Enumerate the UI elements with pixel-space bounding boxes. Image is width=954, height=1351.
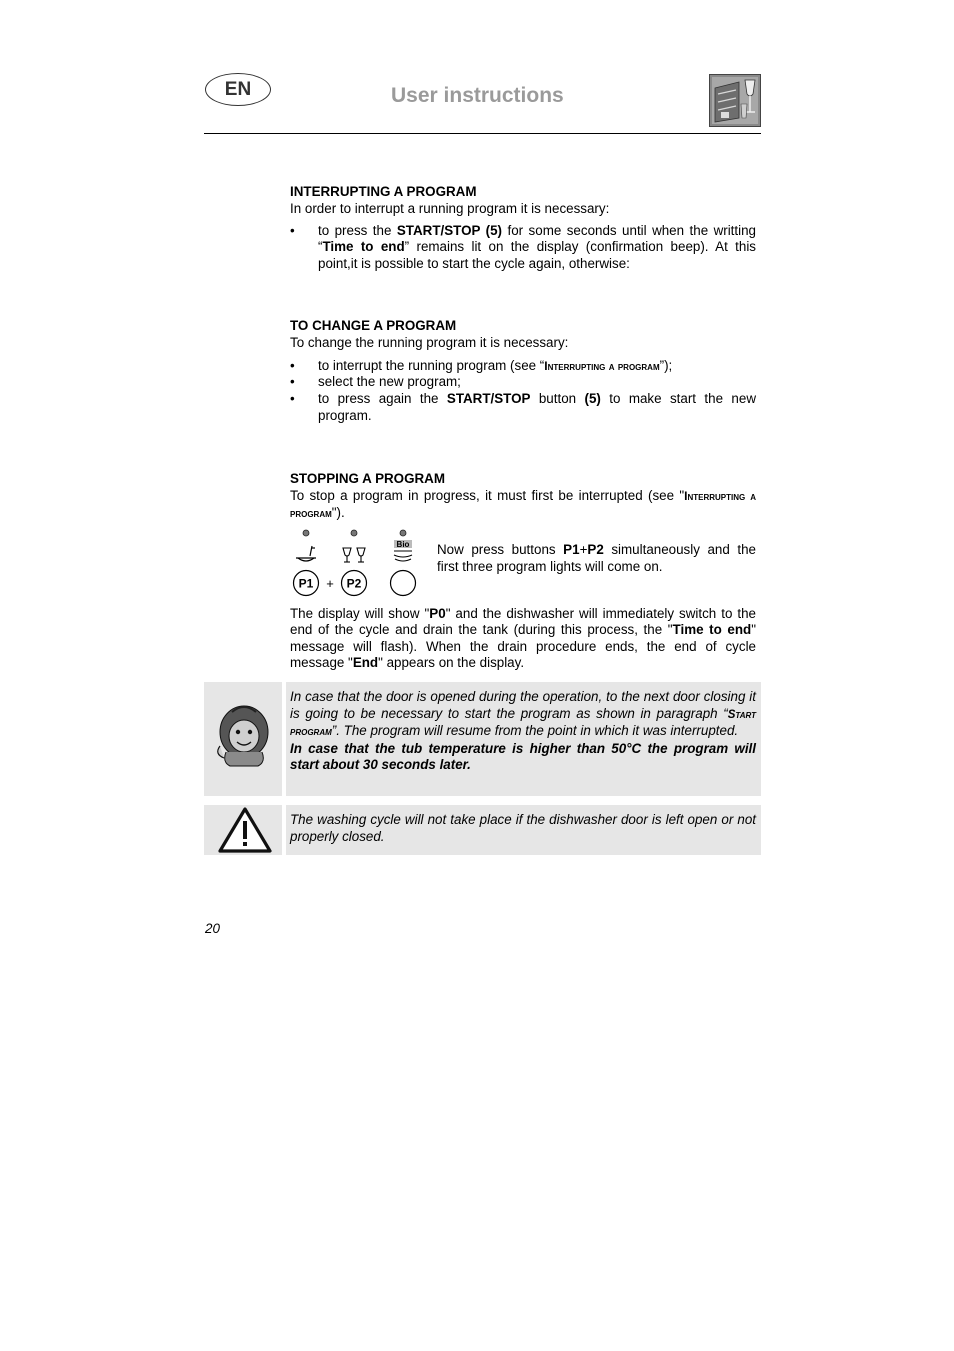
warning-icon	[204, 805, 282, 855]
program-light-1	[303, 530, 309, 536]
section-heading: INTERRUPTING A PROGRAM	[290, 184, 477, 199]
program-light-3	[400, 530, 406, 536]
warning-icon-cell	[204, 805, 282, 855]
side-instruction: Now press buttons P1+P2 simultaneously and the first three program lights will come on.	[437, 542, 757, 574]
pot-icon	[296, 546, 316, 561]
svg-text:Bio: Bio	[396, 540, 410, 549]
list-item: • to press the START/STOP (5) for some seconds until when the writting “Time to end” remains lit on the display (confirmation beep). At this point,it is possible to start the cycle again, otherwise:	[290, 223, 756, 273]
section-heading: STOPPING A PROGRAM	[290, 471, 445, 486]
mascot-icon	[204, 682, 282, 796]
dishwasher-thumbnail-icon	[709, 74, 761, 127]
warning-text: The washing cycle will not take place if the dishwasher door is left open or not properly closed.	[290, 812, 756, 844]
section-interrupting	[290, 184, 756, 273]
section-change-program	[290, 318, 756, 425]
language-badge-label: EN	[224, 78, 252, 100]
note-text-cell	[286, 682, 761, 796]
section-heading: TO CHANGE A PROGRAM	[290, 318, 457, 333]
program-light-2	[351, 530, 357, 536]
section-intro: In order to interrupt a running program it is necessary:	[290, 200, 610, 216]
language-badge	[205, 73, 271, 106]
page-title: User instructions	[391, 84, 564, 107]
section-stopping	[290, 471, 756, 521]
display-paragraph: The display will show "P0" and the dishwasher will immediately switch to the end of the cycle and drain the tank (during this process, the "Time to end" message will flash). When the drain procedure ends, the end of cycle message "End" appears on the display.	[290, 606, 756, 671]
page-number: 20	[205, 921, 220, 936]
p2-button[interactable]	[342, 571, 367, 596]
list-item: • to press again the START/STOP button (5) to make start the new program.	[290, 391, 756, 425]
bullet-list	[290, 223, 756, 273]
svg-text:P2: P2	[346, 576, 362, 591]
note-icon-cell	[204, 682, 282, 796]
section-intro: To stop a program in progress, it must first be interrupted (see "Interrupting a program").	[290, 487, 756, 520]
glasses-icon	[343, 548, 365, 562]
list-item: • to interrupt the running program (see “Interrupting a program”);	[290, 358, 756, 375]
third-button[interactable]	[391, 571, 416, 596]
section-intro: To change the running program it is necessary:	[290, 334, 569, 350]
p1-button[interactable]	[294, 571, 319, 596]
svg-text:P1: P1	[298, 576, 314, 591]
bio-icon	[394, 540, 412, 561]
plus-sign: +	[326, 576, 334, 591]
warning-text-cell	[286, 805, 761, 855]
list-item: • select the new program;	[290, 374, 756, 391]
note-text: In case that the door is opened during the operation, to the next door closing it is going to be necessary to start the program as shown in paragraph “Start program”. The program will resume from the point in which it was interrupted. In case that the tub temperature is higher than 50°C the program will start about 30 seconds later.	[290, 689, 756, 773]
header-rule	[204, 133, 761, 134]
bullet-list	[290, 358, 756, 425]
button-panel-illustration	[288, 526, 418, 600]
